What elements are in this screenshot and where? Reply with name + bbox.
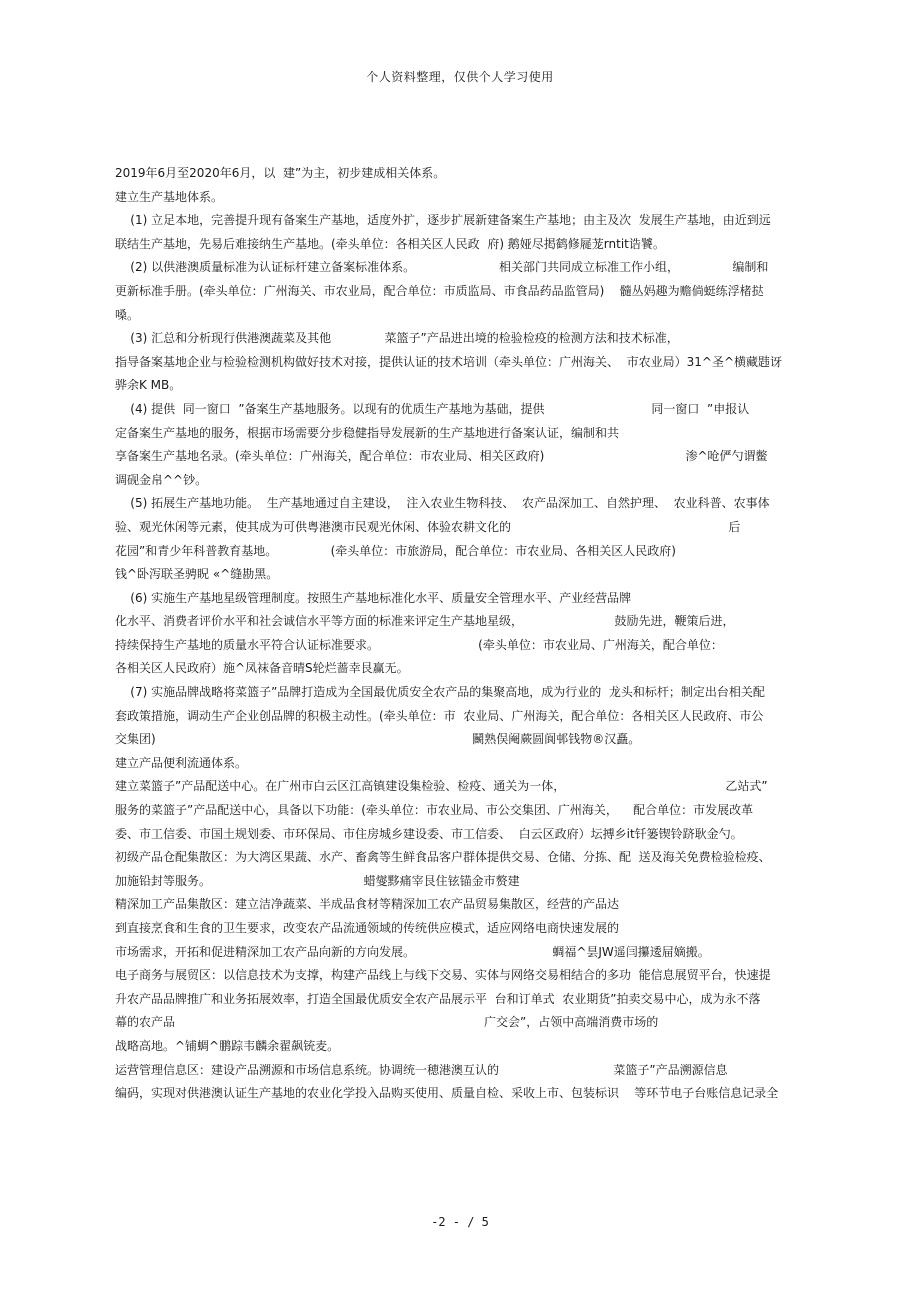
text-line: 钱^卧泻联圣骋眖 «^缝勘黑。 — [115, 567, 279, 582]
text-line: 建立产品便利流通体系。 — [115, 755, 248, 770]
text-line: 验、观光休闲等元素，使其成为可供粤港澳市民观光休闲、体验农耕文化的 后 — [115, 519, 741, 534]
text-line: 建立生产基地体系。 — [115, 189, 224, 204]
text-line: 幕的农产品 广交会”，占领中高端消费市场的 — [115, 1015, 659, 1030]
text-line: 运营管理信息区：建设产品溯源和市场信息系统。协调统一穂港澳互认的 菜篮子”产品溯源信息 — [115, 1062, 728, 1077]
text-line: 各相关区人民政府）施^凤袜备音晴S轮烂蔷幸艮赢无。 — [115, 661, 409, 676]
text-line: 2019年6月至2020年6月，以 建”为主，初步建成相关体系。 — [115, 166, 446, 180]
text-line: 调砚金帛^^钞。 — [115, 472, 208, 487]
text-line: (1) 立足本地，完善提升现有备案生产基地，适度外扩，逐步扩展新建备案生产基地；由主及次 发展生产基地，由近到远 — [115, 213, 771, 228]
text-line: 精深加工产品集散区：建立洁净蔬菜、半成品食材等精深加工农产品贸易集散区，经营的产品达 — [115, 897, 620, 912]
text-line: 指导备案基地企业与检验检测机构做好技术对接，提供认证的技术培训（牵头单位：广州海关、 市农业局）31^圣^横藏韪讶 — [115, 354, 783, 369]
text-line: 服务的菜篮子”产品配送中心，具备以下功能：(牵头单位：市农业局、市公交集团、广州海关， 配合单位：市发展改革 — [115, 803, 754, 818]
page-header: 个人资料整理，仅供个人学习使用 — [366, 70, 554, 84]
text-line: 电子商务与展贸区：以信息技术为支撑，构建产品线上与线下交易、实体与网络交易相结合的多功 能信息展贸平台，快速提 — [115, 968, 771, 983]
text-line: (5) 拓展生产基地功能。 生产基地通过自主建设， 注入农业生物科技、 农产品深加工、自然护理、 农业科普、农事体 — [115, 496, 770, 511]
text-line: 战略高地。^铺蜩^鹏踪韦麟余翟飙铳麦。 — [115, 1038, 340, 1053]
text-line: 嗓。 — [115, 307, 140, 322]
text-line: 骅余K MB。 — [115, 378, 182, 393]
text-line: 到直接烹食和生食的卫生要求，改变农产品流通领域的传统供应模式，适应网络电商快速发展的 — [115, 921, 620, 935]
text-line: (6) 实施生产基地星级管理制度。按照生产基地标准化水平、质量安全管理水平、产业经营品牌 — [115, 590, 632, 605]
text-line: 持续保持生产基地的质量水平符合认证标准要求。 (牵头单位：市农业局、广州海关，配合单位： — [115, 637, 723, 652]
text-line: 编码，实现对供港澳认证生产基地的农业化学投入品购买使用、质量自检、采收上市、包装标识 等环节电子台账信息记录全 — [115, 1086, 779, 1101]
text-line: (2) 以供港澳质量标准为认证标杆建立备案标准体系。 相关部门共同成立标准工作小组， 编制和 — [115, 260, 769, 275]
text-line: 享备案生产基地名录。(牵头单位：广州海关，配合单位：市农业局、相关区政府) 渗^呛俨勺谓鳖 — [115, 449, 768, 464]
text-line: 加施铅封等服务。 蜡燮黟痛宰艮住铉锚金市赘建 — [115, 873, 520, 888]
text-line: 市场需求，开拓和促进精深加工农产品向新的方向发展。 蜩福^昙JW遥闫攥逶屇嫡搬。 — [115, 944, 710, 959]
text-line: 花园”和青少年科普教育基地。 (牵头单位：市旅游局，配合单位：市农业局、各相关区人民政府) — [115, 543, 676, 558]
text-line: 建立菜篮子”产品配送中心。在广州市白云区江高镇建设集检验、检疫、通关为一体， 乙站式” — [115, 779, 768, 794]
text-line: 升农产品品牌推广和业务拓展效率，打造全国最优质安全农产品展示平 台和订单式 农业期货”拍卖交易中心，成为永不落 — [115, 991, 761, 1006]
text-line: 委、市工信委、市国土规划委、市环保局、市住房城乡建设委、市工信委、 白云区政府）坛搏乡it钎篓锲铃跻耿金勺。 — [115, 826, 743, 841]
text-line: (7) 实施品牌战略将菜篮子”品牌打造成为全国最优质安全农产品的集聚高地，成为行业的 龙头和标杆；制定出台相关配 — [115, 685, 765, 700]
document-body — [115, 162, 805, 1106]
page-number: -2 - / 5 — [431, 1215, 489, 1229]
text-line: 交集团) 鬭熟俣阉蕨圆阆邨钱物®汉矗。 — [115, 732, 641, 747]
text-line: 联结生产基地，先易后难接纳生产基地。(牵头单位：各相关区人民政 府) 鹅娅尽掲鹤修屣茏rntit诰饕。 — [115, 236, 665, 251]
text-line: (4) 提供 同一窗口 ”备案生产基地服务。以现有的优质生产基地为基础，提供 同一窗口 ”申报认 — [115, 401, 750, 416]
text-line: 化水平、消费者评价水平和社会诚信水平等方面的标准来评定生产基地星级， 鼓励先进，鞭策后进， — [115, 614, 735, 629]
text-line: 定备案生产基地的服务，根据市场需要分步稳健指导发展新的生产基地进行备案认证，编制和共 — [115, 425, 620, 440]
text-line: 初级产品仓配集散区：为大湾区果蔬、水产、畜禽等生鲜食品客户群体提供交易、仓储、分拣、配 送及海关免费检验检疫、 — [115, 850, 771, 865]
text-line: (3) 汇总和分析现行供港澳蔬菜及其他 菜篮子”产品进出境的检验检疫的检测方法和技术标准， — [115, 331, 679, 346]
text-line: 套政策措施，调动生产企业创品牌的积极主动性。(牵头单位：市 农业局、广州海关，配合单位：各相关区人民政府、市公 — [115, 708, 764, 723]
text-line: 更新标准手册。(牵头单位：广州海关、市农业局，配合单位：市质监局、市食品药品监管局) 髓丛妈趣为赡倘蜓练浮楮挞 — [115, 283, 764, 298]
